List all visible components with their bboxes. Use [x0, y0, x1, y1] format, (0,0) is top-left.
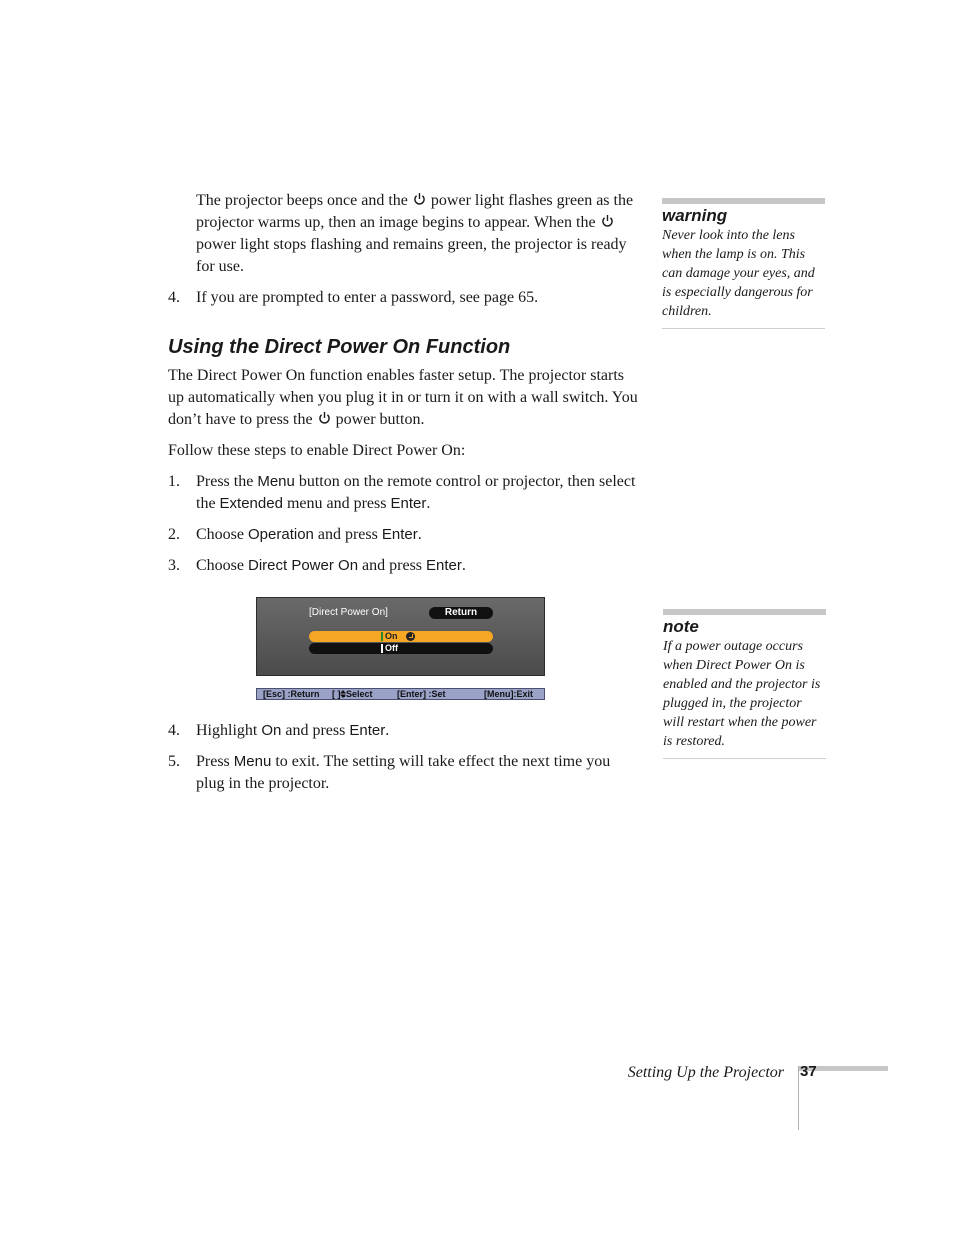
extended-menu-label: Extended [219, 495, 283, 512]
step-text-part: and press [285, 722, 346, 739]
up-down-arrow-icon [339, 690, 347, 698]
note-text: If a power outage occurs when Direct Power On is enabled and the projector is plugged in, the projector will restart when the power is restored. [663, 639, 821, 749]
step-text-part: . [385, 722, 390, 739]
step-number: 3. [168, 557, 180, 574]
help-exit: [Menu]:Exit [484, 689, 533, 699]
direct-power-on-menu [256, 597, 545, 676]
help-enter: [Enter] :Set [397, 689, 446, 699]
note-divider [663, 758, 826, 759]
warning-title: warning [662, 206, 728, 225]
step-4 [168, 720, 638, 742]
step-password [168, 287, 638, 309]
para1-text-2: power button. [335, 411, 425, 428]
step-1 [168, 471, 638, 515]
help-select-text: [ ] :Select [332, 689, 373, 699]
option-mark [381, 644, 383, 653]
intro-text-1: The projector beeps once and the [196, 192, 408, 209]
step-text [196, 720, 636, 742]
step-text-part: . [417, 526, 422, 543]
footer-divider [798, 1066, 799, 1130]
enter-key-label: Enter [426, 557, 462, 574]
option-on[interactable] [309, 631, 493, 642]
step-text [196, 555, 636, 577]
intro-text-2: power light flashes green as the projector warms up, then an image begins to appear. When the [196, 192, 634, 231]
direct-power-on-label: Direct Power On [248, 557, 359, 574]
step-2 [168, 524, 638, 546]
power-icon [413, 192, 426, 206]
page-number: 37 [800, 1063, 817, 1080]
step-text: If you are prompted to enter a password, see page 65. [196, 289, 539, 306]
step-text-part: button on the remote control or projector, then select the [196, 473, 636, 512]
power-icon [318, 411, 331, 425]
step-text [196, 471, 636, 515]
steps-intro: Follow these steps to enable Direct Power On: [168, 442, 466, 459]
intro-paragraph [196, 190, 636, 278]
help-esc: [Esc] :Return [263, 689, 320, 699]
step-text-part: . [426, 495, 431, 512]
para1-text-1: The Direct Power On function enables faster setup. The projector starts up automatically when you plug it in or turn it on with a wall switch. You don’t have to press the [168, 367, 638, 428]
operation-menu-label: Operation [248, 526, 314, 543]
direct-power-description [168, 365, 638, 431]
menu-title: [Direct Power On] [309, 607, 388, 618]
warning-bar [662, 198, 825, 204]
intro-text-3: power light stops flashing and remains green, the projector is ready for use. [196, 236, 627, 275]
section-heading: Using the Direct Power On Function [168, 336, 511, 358]
step-number: 4. [168, 722, 180, 739]
note-box [663, 609, 826, 761]
step-text-part: Press the [196, 473, 254, 490]
warning-divider [662, 328, 825, 329]
warning-text: Never look into the lens when the lamp is on. This can damage your eyes, and is especially dangerous for children. [662, 228, 815, 319]
note-bar [663, 609, 826, 615]
selected-mark [381, 632, 383, 641]
step-text [196, 751, 636, 795]
step-text-part: to exit. The setting will take effect the next time you plug in the projector. [196, 753, 611, 792]
enter-icon [406, 632, 415, 641]
enter-key-label: Enter [349, 722, 386, 739]
option-label: Off [385, 643, 398, 653]
return-button[interactable]: Return [429, 607, 493, 619]
menu-key-label: Menu [257, 473, 295, 490]
step-3 [168, 555, 638, 577]
help-select [332, 689, 373, 699]
step-text-part: Press [196, 753, 230, 770]
note-title: note [663, 617, 699, 636]
menu-help-bar [256, 688, 545, 700]
step-5 [168, 751, 638, 795]
step-text-part: Choose [196, 526, 244, 543]
step-text-part: Highlight [196, 722, 258, 739]
step-number: 1. [168, 473, 180, 490]
menu-key-label: Menu [233, 753, 272, 770]
step-text-part: . [461, 557, 466, 574]
power-icon [601, 214, 614, 228]
option-off[interactable] [309, 643, 493, 654]
step-text-part: Choose [196, 557, 244, 574]
step-text-part: and press [317, 526, 378, 543]
step-number: 2. [168, 526, 180, 543]
enter-key-label: Enter [381, 526, 418, 543]
step-number: 5. [168, 753, 180, 770]
step-text [196, 524, 636, 546]
footer-chapter-title: Setting Up the Projector [627, 1064, 784, 1081]
on-option-label: On [261, 722, 282, 739]
step-text-part: menu and press [286, 495, 387, 512]
warning-note [662, 198, 825, 330]
step-number: 4. [168, 289, 180, 306]
enter-key-label: Enter [390, 495, 427, 512]
option-label: On [385, 631, 398, 641]
step-text-part: and press [362, 557, 423, 574]
